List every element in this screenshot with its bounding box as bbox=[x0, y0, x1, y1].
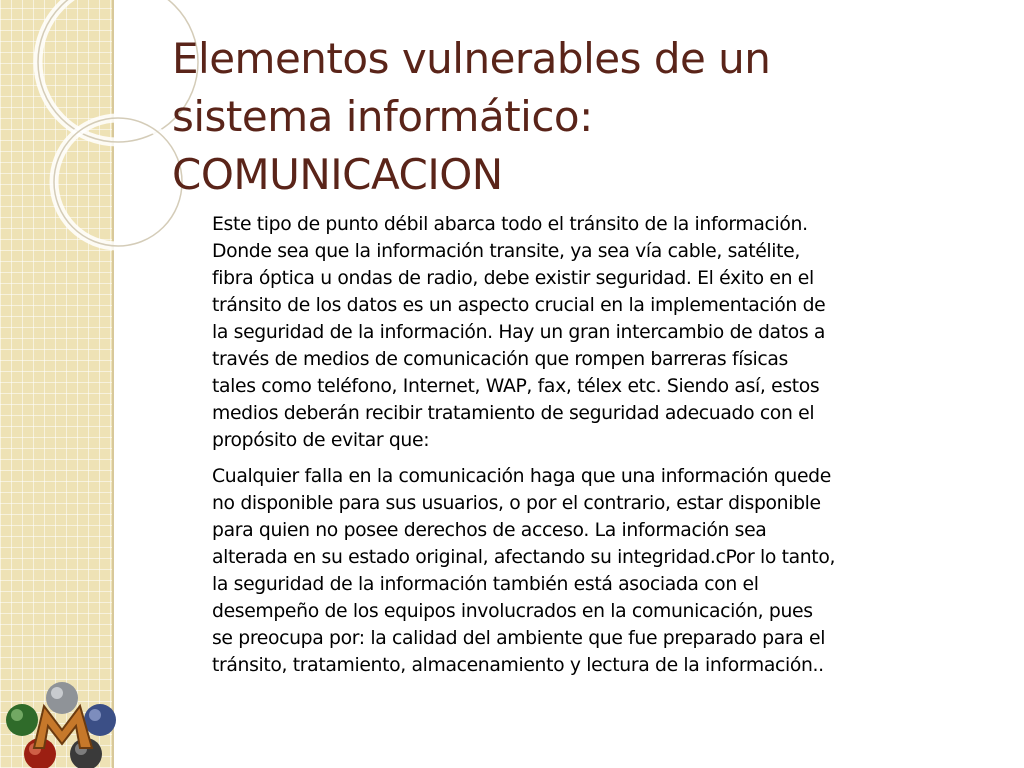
text-line: medios deberán recibir tratamiento de seguridad adecuado con el bbox=[212, 403, 815, 424]
text-line: fibra óptica u ondas de radio, debe existir seguridad. El éxito en el bbox=[212, 268, 814, 289]
text-line: desempeño de los equipos involucrados en la comunicación, pues bbox=[212, 601, 813, 622]
left-decorative-band bbox=[0, 0, 114, 768]
text-line: propósito de evitar que: bbox=[212, 430, 430, 451]
text-line: tránsito, tratamiento, almacenamiento y lectura de la información.. bbox=[212, 655, 824, 676]
text-line: tránsito de los datos es un aspecto crucial en la implementación de bbox=[212, 295, 826, 316]
text-line: para quien no posee derechos de acceso. La información sea bbox=[212, 520, 767, 541]
text-line: alterada en su estado original, afectando su integridad.cPor lo tanto, bbox=[212, 547, 836, 568]
text-line: Este tipo de punto débil abarca todo el tránsito de la información. bbox=[212, 214, 808, 235]
paragraph-failure bbox=[212, 463, 1002, 679]
text-line: la seguridad de la información también está asociada con el bbox=[212, 574, 759, 595]
text-line: se preocupa por: la calidad del ambiente que fue preparado para el bbox=[212, 628, 826, 649]
text-line: la seguridad de la información. Hay un gran intercambio de datos a bbox=[212, 322, 826, 343]
text-line: Donde sea que la información transite, ya sea vía cable, satélite, bbox=[212, 241, 800, 262]
title-line: sistema informático: bbox=[172, 92, 593, 141]
text-line: no disponible para sus usuarios, o por el contrario, estar disponible bbox=[212, 493, 821, 514]
title-line: Elementos vulnerables de un bbox=[172, 34, 771, 83]
slide-body bbox=[212, 211, 1002, 688]
slide-title bbox=[172, 30, 992, 204]
title-line: COMUNICACION bbox=[172, 150, 503, 199]
text-line: Cualquier falla en la comunicación haga que una información quede bbox=[212, 466, 831, 487]
text-line: tales como teléfono, Internet, WAP, fax, télex etc. Siendo así, estos bbox=[212, 376, 820, 397]
text-line: través de medios de comunicación que rompen barreras físicas bbox=[212, 349, 788, 370]
paragraph-transit bbox=[212, 211, 1002, 454]
m-letter-logo-icon bbox=[0, 676, 125, 768]
